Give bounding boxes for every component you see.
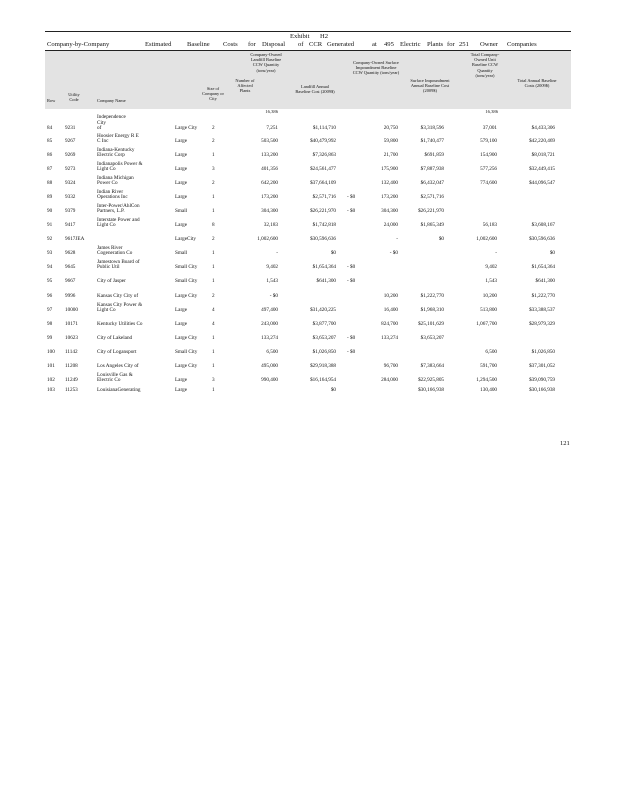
company-size: Small City bbox=[175, 349, 198, 355]
si-qty: 59,800 bbox=[383, 138, 398, 144]
title-word: Generated bbox=[327, 41, 355, 48]
row-number: 97 bbox=[47, 307, 53, 313]
title-word: for bbox=[248, 41, 256, 48]
total-qty: 10,200 bbox=[482, 293, 497, 299]
company-size: Large bbox=[175, 321, 188, 327]
si-zero: - $0 bbox=[347, 208, 356, 214]
utility-code: 10623 bbox=[65, 335, 78, 341]
total-qty: 577,256 bbox=[480, 166, 497, 172]
total-cost: $42,220,469 bbox=[529, 138, 555, 144]
landfill-qty: 990,400 bbox=[261, 377, 278, 383]
top-value: 16,386 bbox=[265, 109, 278, 114]
si-cost: $7,887,938 bbox=[420, 166, 444, 172]
si-cost: $6,432,047 bbox=[420, 180, 444, 186]
si-zero: - $0 bbox=[347, 335, 356, 341]
total-cost: $1,654,364 bbox=[531, 264, 555, 270]
utility-code: 11208 bbox=[65, 363, 78, 369]
total-cost: $30,166,938 bbox=[529, 387, 555, 393]
utility-code: 9417 bbox=[65, 222, 76, 228]
company-name: City bbox=[97, 119, 106, 126]
landfill-cost: $40,479,992 bbox=[310, 138, 336, 144]
plant-count: 2 bbox=[212, 180, 215, 186]
total-cost: $44,096,547 bbox=[529, 180, 555, 186]
utility-code: 9379 bbox=[65, 208, 76, 214]
landfill-qty: 642,200 bbox=[261, 180, 278, 186]
landfill-cost: $37,664,109 bbox=[310, 180, 336, 186]
col-header-landfill-cost: Landfill Annual Baseline Cost (2009$) bbox=[295, 84, 335, 95]
landfill-cost: $24,561,477 bbox=[310, 166, 336, 172]
row-number: 87 bbox=[47, 166, 53, 172]
utility-code: 11253 bbox=[65, 387, 78, 393]
row-number: 86 bbox=[47, 152, 53, 158]
title-word: Electric bbox=[400, 41, 421, 48]
si-cost: $1,968,310 bbox=[420, 307, 444, 313]
utility-code: 9273 bbox=[65, 166, 76, 172]
plant-count: 1 bbox=[212, 264, 215, 270]
row-number: 99 bbox=[47, 335, 53, 341]
plant-count: 1 bbox=[212, 349, 215, 355]
total-qty: 774,600 bbox=[480, 180, 497, 186]
col-header-company-name: Company Name bbox=[97, 98, 126, 103]
total-cost: $32,449,415 bbox=[529, 166, 555, 172]
company-size: Large bbox=[175, 152, 188, 158]
title-word: at bbox=[372, 41, 377, 48]
row-number: 101 bbox=[47, 363, 55, 369]
landfill-cost: $1,114,710 bbox=[312, 125, 336, 131]
utility-code: 9332 bbox=[65, 194, 76, 200]
si-cost: $3,653,207 bbox=[420, 335, 444, 341]
company-name: Electric Corp bbox=[97, 152, 125, 158]
si-qty: 284,000 bbox=[381, 377, 398, 383]
title-word: 251 bbox=[459, 41, 469, 48]
company-name: LouisianaGenerating bbox=[97, 387, 141, 393]
landfill-qty: 32,183 bbox=[263, 222, 278, 228]
utility-code: 9996 bbox=[65, 293, 76, 299]
landfill-qty: 495,000 bbox=[261, 363, 278, 369]
total-cost: $28,979,329 bbox=[529, 321, 555, 327]
title-word: 495 bbox=[384, 41, 394, 48]
plant-count: 1 bbox=[212, 335, 215, 341]
landfill-cost: $641,300 bbox=[316, 278, 336, 284]
row-number: 98 bbox=[47, 321, 53, 327]
landfill-qty: 304,300 bbox=[261, 208, 278, 214]
si-qty: 133,274 bbox=[381, 335, 398, 341]
si-qty: - bbox=[396, 236, 398, 242]
si-cost: $7,383,664 bbox=[420, 363, 444, 369]
company-name: Kansas City City of bbox=[97, 293, 139, 299]
company-name: of bbox=[97, 125, 102, 131]
si-zero: - $0 bbox=[347, 349, 356, 355]
utility-code: 9617JEA bbox=[65, 236, 85, 242]
company-name: City of Lakeland bbox=[97, 335, 133, 341]
company-name: C Inc bbox=[97, 138, 109, 144]
si-cost: $691,859 bbox=[424, 152, 444, 158]
total-cost: $1,026,850 bbox=[531, 349, 555, 355]
company-name: Indiana Michigan bbox=[97, 174, 134, 181]
col-header-size: Size of Company or City bbox=[202, 86, 224, 102]
company-name: Public Util bbox=[97, 264, 120, 270]
si-zero: - $0 bbox=[347, 264, 356, 270]
total-qty: 513,800 bbox=[480, 307, 497, 313]
company-size: Large bbox=[175, 222, 188, 228]
utility-code: 9324 bbox=[65, 180, 76, 186]
company-name: City of Logansport bbox=[97, 349, 137, 355]
title-word: Costs bbox=[223, 41, 238, 48]
company-name: Partners, L.P. bbox=[97, 208, 125, 214]
si-cost: $1,865,349 bbox=[420, 222, 444, 228]
landfill-cost: $29,918,388 bbox=[310, 363, 336, 369]
company-name: Light Co bbox=[97, 307, 116, 313]
title-word: of bbox=[298, 41, 304, 48]
total-qty: - bbox=[495, 250, 497, 256]
total-cost: $641,300 bbox=[535, 278, 555, 284]
plant-count: 3 bbox=[212, 166, 215, 172]
utility-code: 11142 bbox=[65, 349, 78, 355]
col-header-plants: Number of Affected Plants bbox=[235, 78, 255, 94]
exhibit-number: H2 bbox=[320, 33, 329, 40]
company-size: Large City bbox=[175, 335, 198, 341]
si-qty: - $0 bbox=[389, 250, 398, 256]
plant-count: 1 bbox=[212, 208, 215, 214]
plant-count: 2 bbox=[212, 138, 215, 144]
landfill-cost: $7,326,863 bbox=[312, 152, 336, 158]
top-value-total: 16,386 bbox=[485, 109, 498, 114]
landfill-qty: 133,274 bbox=[261, 335, 278, 341]
utility-code: 10171 bbox=[65, 321, 78, 327]
landfill-qty: 133,200 bbox=[261, 152, 278, 158]
plant-count: 2 bbox=[212, 236, 215, 242]
landfill-qty: 173,200 bbox=[261, 194, 278, 200]
row-number: 94 bbox=[47, 264, 53, 270]
total-cost: $33,388,537 bbox=[529, 307, 555, 313]
si-qty: 173,200 bbox=[381, 194, 398, 200]
row-number: 100 bbox=[47, 349, 55, 355]
total-qty: 591,700 bbox=[480, 363, 497, 369]
company-name: Louisville Gas & bbox=[97, 371, 133, 378]
title-word: Companies bbox=[507, 41, 537, 48]
company-size: Large bbox=[175, 377, 188, 383]
si-zero: - $0 bbox=[347, 194, 356, 200]
plant-count: 1 bbox=[212, 278, 215, 284]
utility-code: 9269 bbox=[65, 152, 76, 158]
company-size: Large bbox=[175, 180, 188, 186]
landfill-qty: - $0 bbox=[269, 293, 278, 299]
landfill-qty: 497,400 bbox=[261, 307, 278, 313]
landfill-qty: 1,002,600 bbox=[257, 236, 278, 242]
total-qty: 130,400 bbox=[480, 387, 497, 393]
row-number: 91 bbox=[47, 222, 53, 228]
plant-count: 1 bbox=[212, 194, 215, 200]
row-number: 93 bbox=[47, 250, 53, 256]
company-name: Light Co bbox=[97, 222, 116, 228]
company-name: Indianapolis Power & bbox=[97, 160, 143, 167]
total-qty: 1,294,500 bbox=[476, 377, 497, 383]
title-word: Owner bbox=[480, 41, 498, 48]
company-name: Kansas City Power & bbox=[97, 301, 143, 308]
total-qty: 9,402 bbox=[485, 264, 497, 270]
company-name: James River bbox=[97, 244, 123, 251]
total-cost: $39,090,759 bbox=[529, 377, 555, 383]
row-number: 103 bbox=[47, 387, 55, 393]
si-cost: $30,166,938 bbox=[418, 387, 444, 393]
total-cost: $0 bbox=[549, 250, 555, 256]
title-word: Plants bbox=[427, 41, 444, 48]
title-word: for bbox=[447, 41, 455, 48]
utility-code: 9645 bbox=[65, 264, 76, 270]
landfill-qty: 243,000 bbox=[261, 321, 278, 327]
company-size: Small City bbox=[175, 278, 198, 284]
total-qty: 154,900 bbox=[480, 152, 497, 158]
company-size: Small City bbox=[175, 264, 198, 270]
total-qty: 1,002,600 bbox=[476, 236, 497, 242]
col-header-utility-code: Utility Code bbox=[68, 92, 80, 103]
landfill-cost: $16,164,954 bbox=[310, 377, 336, 383]
si-cost: $2,571,716 bbox=[420, 194, 444, 200]
exhibit-label: Exhibit bbox=[290, 33, 310, 40]
col-header-landfill-qty: Company-Owned Landfill Baseline CCW Quantity (tons/year) bbox=[250, 52, 282, 73]
si-cost: $25,101,629 bbox=[418, 321, 444, 327]
landfill-cost: $1,654,364 bbox=[312, 264, 336, 270]
col-header-row: Row bbox=[47, 98, 56, 103]
utility-code: 9667 bbox=[65, 278, 76, 284]
total-qty: 37,001 bbox=[482, 125, 497, 131]
total-cost: $8,018,721 bbox=[531, 152, 555, 158]
plant-count: 1 bbox=[212, 363, 215, 369]
page-number: 121 bbox=[560, 440, 570, 447]
si-cost: $0 bbox=[438, 236, 444, 242]
plant-count: 8 bbox=[212, 222, 215, 228]
company-size: Small bbox=[175, 208, 188, 214]
company-size: Large City bbox=[175, 293, 198, 299]
plant-count: 4 bbox=[212, 321, 215, 327]
company-name: Cogeneration Co bbox=[97, 250, 133, 256]
utility-code: 9628 bbox=[65, 250, 76, 256]
total-cost: $3,608,167 bbox=[531, 222, 555, 228]
landfill-cost: $3,877,700 bbox=[312, 321, 336, 327]
company-name: Operations Inc bbox=[97, 194, 128, 200]
si-qty: 10,200 bbox=[383, 293, 398, 299]
company-size: Small bbox=[175, 250, 188, 256]
row-number: 84 bbox=[47, 125, 53, 131]
landfill-cost: $1,026,850 bbox=[312, 349, 336, 355]
col-header-total-qty: Total Company-Owned Unit Baseline CCW Quantity (tons/year) bbox=[470, 52, 500, 78]
company-name: Kentucky Utilities Co bbox=[97, 321, 143, 327]
plant-count: 4 bbox=[212, 307, 215, 313]
landfill-cost: $0 bbox=[330, 250, 336, 256]
si-qty: 824,700 bbox=[381, 321, 398, 327]
landfill-cost: $0 bbox=[330, 387, 336, 393]
company-size: Large bbox=[175, 138, 188, 144]
company-size: Large bbox=[175, 307, 188, 313]
landfill-qty: 503,500 bbox=[261, 138, 278, 144]
company-name: Power Co bbox=[97, 180, 118, 186]
landfill-qty: 1,543 bbox=[266, 278, 278, 284]
company-name: Electric Co bbox=[97, 377, 121, 383]
col-header-total-cost: Total Annual Baseline Costs (2009$) bbox=[517, 78, 557, 89]
utility-code: 9267 bbox=[65, 138, 76, 144]
plant-count: 1 bbox=[212, 152, 215, 158]
company-name: Inter-Power/AhlCon bbox=[97, 202, 140, 209]
si-cost: $22,925,805 bbox=[418, 377, 444, 383]
landfill-cost: $2,571,716 bbox=[312, 194, 336, 200]
total-cost: $4,433,306 bbox=[531, 125, 555, 131]
total-qty: 1,067,700 bbox=[476, 321, 497, 327]
row-number: 95 bbox=[47, 278, 53, 284]
col-header-si-cost: Surface Impoundment Annual Baseline Cost (2009$) bbox=[410, 78, 450, 94]
row-number: 88 bbox=[47, 180, 53, 186]
landfill-cost: $3,653,207 bbox=[312, 335, 336, 341]
total-qty: 1,543 bbox=[485, 278, 497, 284]
total-cost: $37,301,052 bbox=[529, 363, 555, 369]
title-word: Disposal bbox=[262, 41, 286, 48]
company-name: Indiana-Kentucky bbox=[97, 146, 135, 153]
plant-count: 3 bbox=[212, 377, 215, 383]
utility-code: 11249 bbox=[65, 377, 78, 383]
si-cost: $1,222,770 bbox=[420, 293, 444, 299]
si-qty: 16,400 bbox=[383, 307, 398, 313]
top-rule bbox=[45, 31, 571, 32]
utility-code: 9231 bbox=[65, 125, 76, 131]
company-name: Indian River bbox=[97, 188, 124, 195]
company-name: Jamestown Board of bbox=[97, 258, 140, 265]
company-size: LargeCity bbox=[175, 236, 196, 242]
row-number: 96 bbox=[47, 293, 53, 299]
row-number: 89 bbox=[47, 194, 53, 200]
company-name: Interstate Power and bbox=[97, 216, 140, 223]
row-number: 90 bbox=[47, 208, 53, 214]
company-size: Large City bbox=[175, 125, 198, 131]
title-word: CCR bbox=[309, 41, 323, 48]
landfill-qty: 401,356 bbox=[261, 166, 278, 172]
plant-count: 2 bbox=[212, 125, 215, 131]
company-name: City of Jasper bbox=[97, 278, 126, 284]
total-qty: 6,500 bbox=[485, 349, 497, 355]
company-name: Independence bbox=[97, 114, 126, 120]
si-cost: $1,740,477 bbox=[420, 138, 444, 144]
plant-count: 1 bbox=[212, 250, 215, 256]
company-name: Light Co bbox=[97, 166, 116, 172]
row-number: 92 bbox=[47, 236, 53, 242]
plant-count: 1 bbox=[212, 387, 215, 393]
landfill-cost: $26,221,970 bbox=[310, 208, 336, 214]
landfill-cost: $1,742,818 bbox=[312, 222, 336, 228]
company-size: Large bbox=[175, 166, 188, 172]
row-number: 102 bbox=[47, 377, 55, 383]
total-cost: $1,222,770 bbox=[531, 293, 555, 299]
landfill-qty: 7,251 bbox=[266, 125, 278, 131]
col-header-si-qty: Company-Owned Surface Impoundment Baseline CCW Quantity (tons/year) bbox=[352, 60, 400, 76]
landfill-cost: $30,596,636 bbox=[310, 236, 336, 242]
si-qty: 20,750 bbox=[383, 125, 398, 131]
si-cost: $3,318,596 bbox=[420, 125, 444, 131]
utility-code: 10000 bbox=[65, 307, 78, 313]
company-name: Los Angeles City of bbox=[97, 363, 139, 369]
total-qty: 56,183 bbox=[482, 222, 497, 228]
si-qty: 21,700 bbox=[383, 152, 398, 158]
si-cost: $26,221,970 bbox=[418, 208, 444, 214]
plant-count: 2 bbox=[212, 293, 215, 299]
title-word: Company-by-Company bbox=[47, 41, 110, 48]
si-qty: 304,300 bbox=[381, 208, 398, 214]
company-name: Hoosier Energy R E bbox=[97, 132, 139, 139]
company-size: Large bbox=[175, 194, 188, 200]
total-cost: $30,596,636 bbox=[529, 236, 555, 242]
total-qty: 579,100 bbox=[480, 138, 497, 144]
row-number: 85 bbox=[47, 138, 53, 144]
si-zero: - $0 bbox=[347, 278, 356, 284]
si-qty: 175,900 bbox=[381, 166, 398, 172]
company-size: Large City bbox=[175, 363, 198, 369]
landfill-qty: 9,402 bbox=[266, 264, 278, 270]
si-qty: 132,400 bbox=[381, 180, 398, 186]
si-qty: 96,700 bbox=[383, 363, 398, 369]
landfill-cost: $31,420,225 bbox=[310, 307, 336, 313]
company-size: Large bbox=[175, 387, 188, 393]
title-word: Estimated bbox=[145, 41, 172, 48]
si-qty: 24,000 bbox=[383, 222, 398, 228]
landfill-qty: - bbox=[276, 250, 278, 256]
landfill-qty: 6,500 bbox=[266, 349, 278, 355]
title-word: Baseline bbox=[187, 41, 210, 48]
